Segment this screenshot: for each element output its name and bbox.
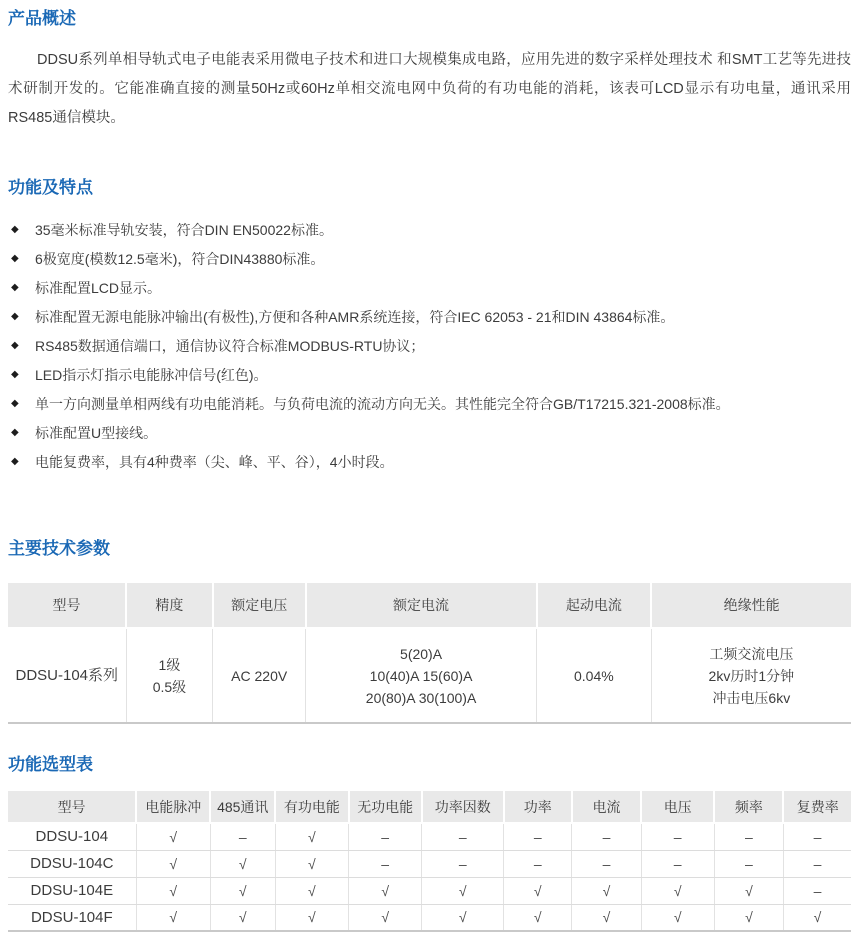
table-row xyxy=(8,823,851,850)
flag-cell: √ xyxy=(641,877,714,904)
flag-cell: – xyxy=(210,823,275,850)
t1-cell-insulation xyxy=(651,628,851,723)
section-heading-features: 功能及特点 xyxy=(8,178,93,197)
flag-cell: – xyxy=(714,823,783,850)
t2-header-voltage: 电压 xyxy=(641,791,714,823)
feature-text: LED指示灯指示电能脉冲信号(红色)。 xyxy=(35,366,268,383)
t2-header-model: 型号 xyxy=(8,791,136,823)
feature-text: 单一方向测量单相两线有功电能消耗。与负荷电流的流动方向无关。其性能完全符合GB/T17215.321-2008标准。 xyxy=(35,395,730,412)
accuracy-line: 0.5级 xyxy=(152,678,187,695)
flag-cell: – xyxy=(641,823,714,850)
flag-cell: √ xyxy=(275,850,348,877)
flag-cell: √ xyxy=(714,904,783,931)
diamond-bullet-icon: ◆ xyxy=(11,281,19,293)
section-heading-overview: 产品概述 xyxy=(8,9,76,28)
t1-cell-model: DDSU-104系列 xyxy=(8,628,126,723)
flag-cell: √ xyxy=(572,904,641,931)
feature-text: RS485数据通信端口，通信协议符合标准MODBUS-RTU协议； xyxy=(35,337,425,354)
t1-header-rated-voltage: 额定电压 xyxy=(213,583,306,628)
section-heading-selection: 功能选型表 xyxy=(8,755,93,774)
flag-cell: – xyxy=(349,850,422,877)
table-row xyxy=(8,628,851,723)
feature-item xyxy=(8,360,851,389)
diamond-bullet-icon: ◆ xyxy=(11,310,19,322)
flag-cell: √ xyxy=(422,904,504,931)
diamond-bullet-icon: ◆ xyxy=(11,252,19,264)
flag-cell: – xyxy=(783,877,851,904)
diamond-bullet-icon: ◆ xyxy=(11,455,19,467)
feature-item xyxy=(8,389,851,418)
flag-cell: √ xyxy=(783,904,851,931)
flag-cell: √ xyxy=(210,904,275,931)
flag-cell: – xyxy=(504,823,572,850)
flag-cell: – xyxy=(714,850,783,877)
t2-header-reactive-energy: 无功电能 xyxy=(349,791,422,823)
t1-cell-rated-voltage: AC 220V xyxy=(213,628,306,723)
t1-header-starting-current: 起动电流 xyxy=(537,583,652,628)
t1-header-insulation: 绝缘性能 xyxy=(651,583,851,628)
t2-cell-model: DDSU-104F xyxy=(8,904,136,931)
feature-text: 35毫米标准导轨安装，符合DIN EN50022标准。 xyxy=(35,221,333,238)
t2-header-current: 电流 xyxy=(572,791,641,823)
flag-cell: – xyxy=(572,850,641,877)
insulation-line: 冲击电压6kv xyxy=(712,689,791,706)
t2-header-active-energy: 有功电能 xyxy=(275,791,348,823)
flag-cell: √ xyxy=(572,877,641,904)
t2-header-power: 功率 xyxy=(504,791,572,823)
insulation-line: 工频交流电压 xyxy=(709,645,794,662)
t2-cell-model: DDSU-104E xyxy=(8,877,136,904)
rated-current-line: 5(20)A xyxy=(400,645,443,662)
insulation-line: 2kv历时1分钟 xyxy=(708,667,795,684)
feature-item xyxy=(8,215,851,244)
flag-cell: √ xyxy=(210,850,275,877)
feature-item xyxy=(8,418,851,447)
feature-item xyxy=(8,273,851,302)
rated-current-line: 10(40)A 15(60)A xyxy=(369,667,473,684)
feature-item xyxy=(8,302,851,331)
flag-cell: √ xyxy=(504,877,572,904)
feature-item xyxy=(8,244,851,273)
flag-cell: √ xyxy=(136,877,210,904)
feature-text: 6极宽度(模数12.5毫米)，符合DIN43880标准。 xyxy=(35,250,325,267)
flag-cell: √ xyxy=(641,904,714,931)
flag-cell: – xyxy=(504,850,572,877)
overview-paragraph: DDSU系列单相导轨式电子电能表采用微电子技术和进口大规模集成电路，应用先进的数字采样处理技术 和SMT工艺等先进技术研制开发的。它能准确直接的测量50Hz或60Hz单相交流电网中负荷的有功电能的消耗，该表可LCD显示有功电量，通讯采用RS485通信模块。 xyxy=(8,52,851,126)
t2-cell-model: DDSU-104 xyxy=(8,823,136,850)
t2-header-power-factor: 功率因数 xyxy=(422,791,504,823)
diamond-bullet-icon: ◆ xyxy=(11,368,19,380)
flag-cell: √ xyxy=(422,877,504,904)
diamond-bullet-icon: ◆ xyxy=(11,397,19,409)
selection-table xyxy=(8,791,851,932)
diamond-bullet-icon: ◆ xyxy=(11,426,19,438)
tech-params-table xyxy=(8,583,851,724)
feature-text: 电能复费率，具有4种费率（尖、峰、平、谷），4小时段。 xyxy=(35,453,394,470)
table-row xyxy=(8,904,851,931)
flag-cell: √ xyxy=(136,904,210,931)
flag-cell: – xyxy=(349,823,422,850)
flag-cell: √ xyxy=(136,850,210,877)
accuracy-line: 1级 xyxy=(158,656,181,673)
flag-cell: √ xyxy=(714,877,783,904)
t1-cell-rated-current xyxy=(306,628,537,723)
t1-header-accuracy: 精度 xyxy=(126,583,213,628)
flag-cell: √ xyxy=(275,877,348,904)
flag-cell: √ xyxy=(210,877,275,904)
flag-cell: – xyxy=(572,823,641,850)
t1-header-rated-current: 额定电流 xyxy=(306,583,537,628)
feature-item xyxy=(8,447,851,476)
table-row xyxy=(8,850,851,877)
diamond-bullet-icon: ◆ xyxy=(11,223,19,235)
flag-cell: √ xyxy=(504,904,572,931)
t1-header-model: 型号 xyxy=(8,583,126,628)
feature-text: 标准配置U型接线。 xyxy=(35,424,158,441)
rated-current-line: 20(80)A 30(100)A xyxy=(365,689,477,706)
t2-cell-model: DDSU-104C xyxy=(8,850,136,877)
flag-cell: – xyxy=(422,823,504,850)
section-heading-tech-params: 主要技术参数 xyxy=(8,539,110,558)
selection-header-row xyxy=(8,791,851,823)
flag-cell: – xyxy=(783,823,851,850)
t1-cell-accuracy xyxy=(126,628,213,723)
t1-cell-starting-current: 0.04% xyxy=(537,628,652,723)
t2-header-multi-tariff: 复费率 xyxy=(783,791,851,823)
flag-cell: √ xyxy=(275,823,348,850)
diamond-bullet-icon: ◆ xyxy=(11,339,19,351)
tech-params-header-row xyxy=(8,583,851,628)
flag-cell: – xyxy=(783,850,851,877)
flag-cell: – xyxy=(641,850,714,877)
t2-header-frequency: 频率 xyxy=(714,791,783,823)
flag-cell: – xyxy=(422,850,504,877)
flag-cell: √ xyxy=(275,904,348,931)
table-row xyxy=(8,877,851,904)
t2-header-485-comm: 485通讯 xyxy=(210,791,275,823)
flag-cell: √ xyxy=(136,823,210,850)
feature-text: 标准配置LCD显示。 xyxy=(35,279,162,296)
features-list xyxy=(8,215,851,476)
flag-cell: √ xyxy=(349,877,422,904)
feature-item xyxy=(8,331,851,360)
feature-text: 标准配置无源电能脉冲输出(有极性),方便和各种AMR系统连接，符合IEC 62053 - 21和DIN 43864标准。 xyxy=(35,308,675,325)
flag-cell: √ xyxy=(349,904,422,931)
t2-header-energy-pulse: 电能脉冲 xyxy=(136,791,210,823)
